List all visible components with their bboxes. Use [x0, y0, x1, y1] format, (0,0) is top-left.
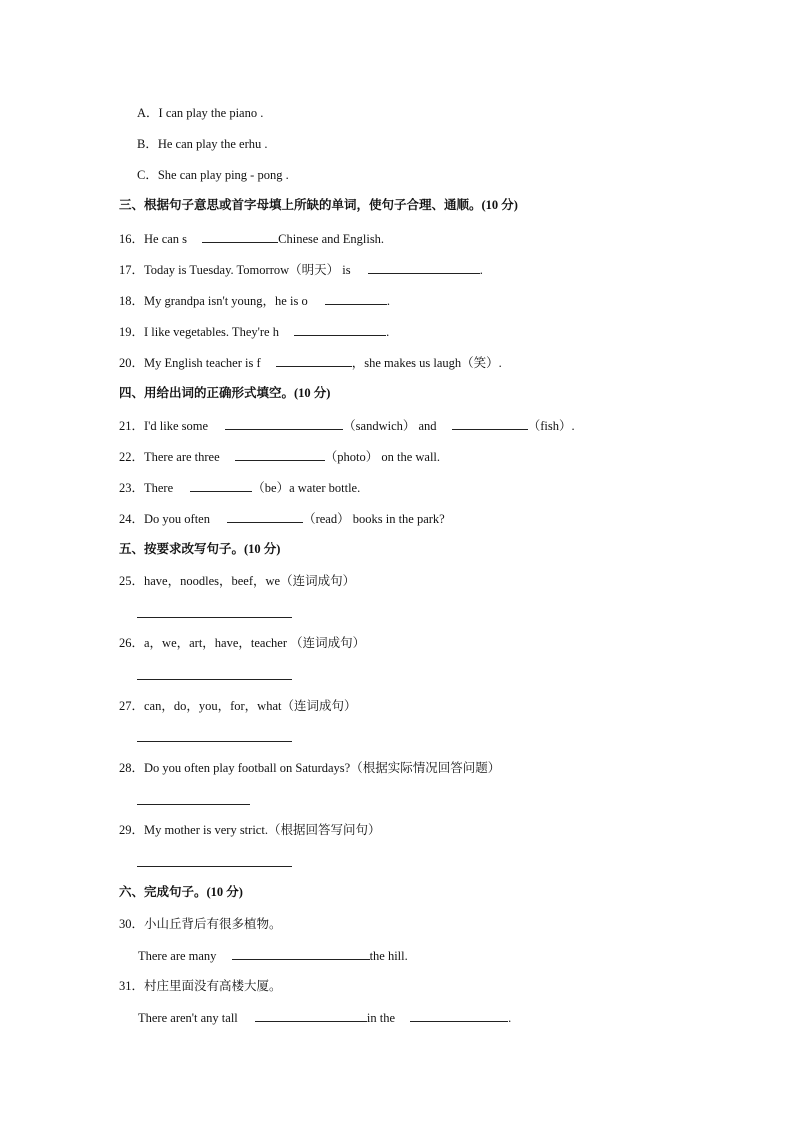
option-c: C．She can play ping - pong .	[137, 168, 289, 182]
q23-prefix: 23．There	[119, 481, 174, 495]
section-6-heading: 六、完成句子。(10 分)	[119, 885, 243, 899]
q24-suffix: （read） books in the park?	[303, 512, 445, 526]
question-17	[119, 261, 483, 278]
q21-middle: （sandwich） and	[343, 419, 437, 433]
q17-prefix: 17．Today is Tuesday. Tomorrow（明天） is	[119, 263, 351, 277]
question-21	[119, 417, 575, 434]
q17-suffix: .	[479, 263, 483, 277]
q30-prefix: There are many	[138, 949, 217, 963]
q20-blank[interactable]	[276, 354, 352, 367]
q24-prefix: 24．Do you often	[119, 512, 210, 526]
q21-prefix: 21．I'd like some	[119, 419, 209, 433]
q20-prefix: 20．My English teacher is f	[119, 356, 261, 370]
question-22	[119, 448, 440, 465]
question-23	[119, 479, 360, 496]
question-24	[119, 510, 445, 527]
q31-blank-2[interactable]	[410, 1009, 508, 1022]
q31-suffix: .	[508, 1011, 512, 1025]
q29-answer-line[interactable]	[137, 866, 292, 867]
q31-prefix: There aren't any tall	[138, 1011, 238, 1025]
question-31	[138, 1009, 511, 1026]
q30-suffix: the hill.	[369, 949, 408, 963]
q22-suffix: （photo） on the wall.	[324, 450, 441, 464]
question-28: 28．Do you often play football on Saturdays?（根据实际情况回答问题）	[119, 761, 501, 775]
q16-suffix: Chinese and English.	[278, 232, 385, 246]
question-30	[138, 947, 408, 964]
q27-answer-line[interactable]	[137, 741, 292, 742]
q23-suffix: （be）a water bottle.	[252, 481, 361, 495]
q18-prefix: 18．My grandpa isn't young，he is o	[119, 294, 308, 308]
section-3-heading: 三、根据句子意思或首字母填上所缺的单词，使句子合理、通顺。(10 分)	[119, 198, 518, 212]
q31-middle: in the	[366, 1011, 396, 1025]
q31-blank-1[interactable]	[255, 1009, 367, 1022]
q22-prefix: 22．There are three	[119, 450, 220, 464]
section-4-heading: 四、用给出词的正确形式填空。(10 分)	[119, 386, 331, 400]
q21-suffix: （fish）.	[527, 419, 575, 433]
q19-suffix: .	[386, 325, 390, 339]
q19-blank[interactable]	[294, 323, 386, 336]
question-27: 27．can，do，you，for，what（连词成句）	[119, 699, 357, 713]
q19-prefix: 19．I like vegetables. They're h	[119, 325, 279, 339]
q16-prefix: 16．He can s	[119, 232, 188, 246]
question-16	[119, 230, 384, 247]
q17-blank[interactable]	[368, 261, 480, 274]
question-26: 26．a，we，art，have，teacher （连词成句）	[119, 636, 366, 650]
question-18	[119, 292, 390, 309]
question-30-chinese: 30．小山丘背后有很多植物。	[119, 917, 282, 931]
q24-blank[interactable]	[227, 510, 303, 523]
q20-suffix: ，she makes us laugh（笑）.	[351, 356, 502, 370]
q18-suffix: .	[386, 294, 390, 308]
question-19	[119, 323, 389, 340]
q21-blank-2[interactable]	[452, 417, 528, 430]
q26-answer-line[interactable]	[137, 679, 292, 680]
option-a: A．I can play the piano .	[137, 106, 264, 120]
question-31-chinese: 31．村庄里面没有高楼大厦。	[119, 979, 282, 993]
q22-blank[interactable]	[235, 448, 325, 461]
q28-answer-line[interactable]	[137, 804, 250, 805]
section-5-heading: 五、按要求改写句子。(10 分)	[119, 542, 281, 556]
option-b: B．He can play the erhu .	[137, 137, 268, 151]
question-20	[119, 354, 502, 371]
q25-answer-line[interactable]	[137, 617, 292, 618]
q23-blank[interactable]	[190, 479, 252, 492]
q18-blank[interactable]	[325, 292, 387, 305]
q21-blank-1[interactable]	[225, 417, 343, 430]
q16-blank[interactable]	[202, 230, 278, 243]
q30-blank[interactable]	[232, 947, 370, 960]
question-25: 25．have，noodles，beef，we（连词成句）	[119, 574, 356, 588]
question-29: 29．My mother is very strict.（根据回答写问句）	[119, 823, 381, 837]
